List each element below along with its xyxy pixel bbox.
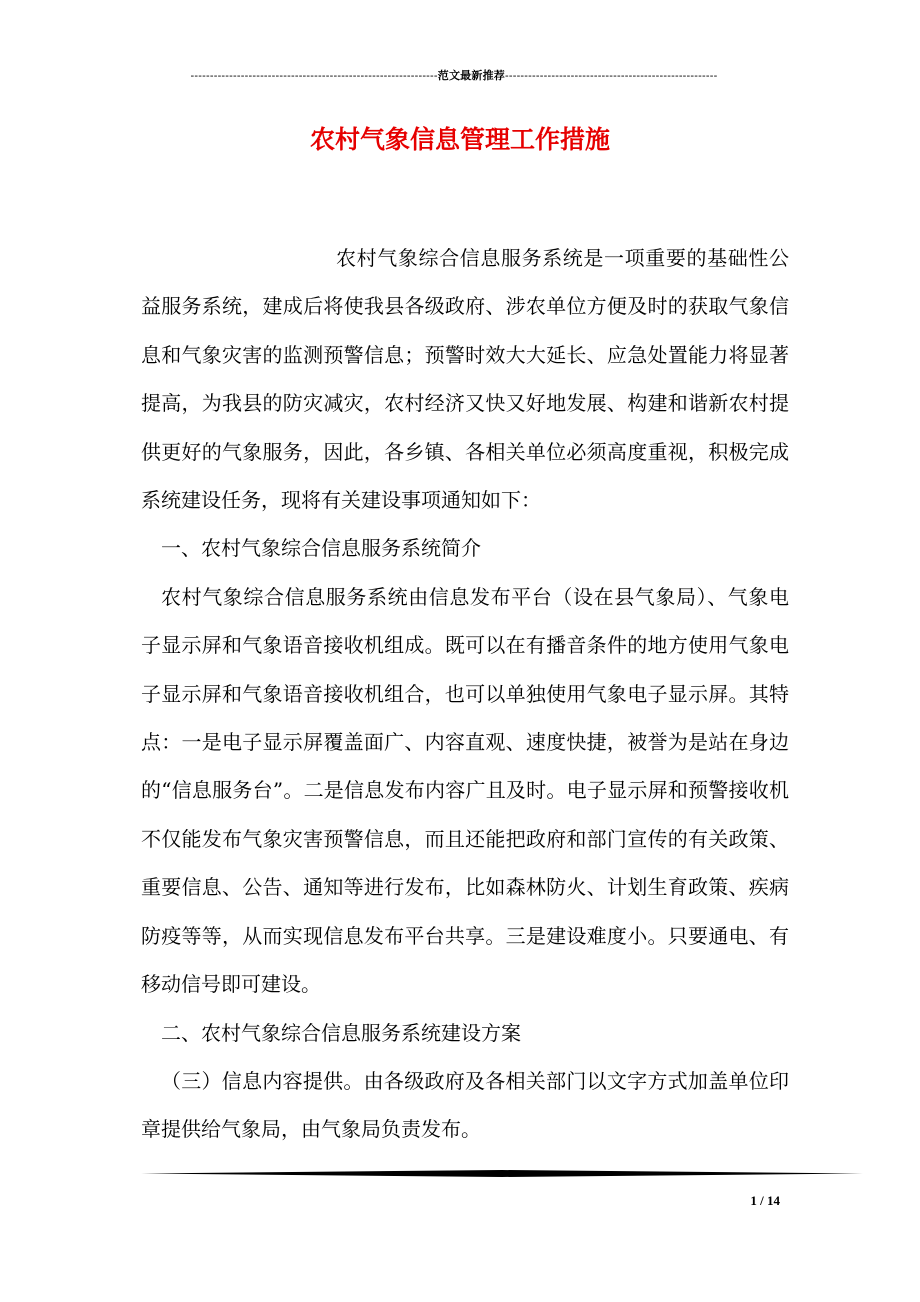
footer-rule — [141, 1168, 863, 1180]
section-heading-2: 二、农村气象综合信息服务系统建设方案 — [161, 1020, 521, 1045]
section-2-paragraph: （三）信息内容提供。由各级政府及各相关部门以文字方式加盖单位印章提供给气象局，由气象局负责发布。 — [141, 1068, 789, 1142]
intro-paragraph: 农村气象综合信息服务系统是一项重要的基础性公益服务系统，建成后将使我县各级政府、涉农单位方便及时的获取气象信息和气象灾害的监测预警信息；预警时效大大延长、应急处置能力将显著提高，为我县的防灾减灾，农村经济又快又好地发展、构建和谐新农村提供更好的气象服务，因此，各乡镇、各相关单位必须高度重视，积极完成系统建设任务，现将有关建设事项通知如下： — [141, 246, 789, 513]
section-heading-1: 一、农村气象综合信息服务系统简介 — [161, 536, 481, 561]
header-label: 范文最新推荐 — [437, 70, 505, 82]
document-title: 农村气象信息管理工作措施 — [309, 125, 610, 154]
header-dashes-left: ---------------------------------------------------------------- — [190, 70, 438, 82]
page-number: 1 / 14 — [750, 1193, 780, 1208]
header-dashes-right: ------------------------------------------------------- — [504, 70, 718, 82]
document-body — [141, 234, 789, 1154]
page-header — [140, 68, 768, 84]
section-1-paragraph: 农村气象综合信息服务系统由信息发布平台（设在县气象局）、气象电子显示屏和气象语音接收机组成。既可以在有播音条件的地方使用气象电子显示屏和气象语音接收机组合，也可以单独使用气象电子显示屏。其特点：一是电子显示屏覆盖面广、内容直观、速度快捷，被誉为是站在身边的“信息服务台”。二是信息发布内容广且及时。电子显示屏和预警接收机不仅能发布气象灾害预警信息，而且还能把政府和部门宣传的有关政策、重要信息、公告、通知等进行发布，比如森林防火、计划生育政策、疾病防疫等等，从而实现信息发布平台共享。三是建设难度小。只要通电、有移动信号即可建设。 — [141, 584, 789, 997]
